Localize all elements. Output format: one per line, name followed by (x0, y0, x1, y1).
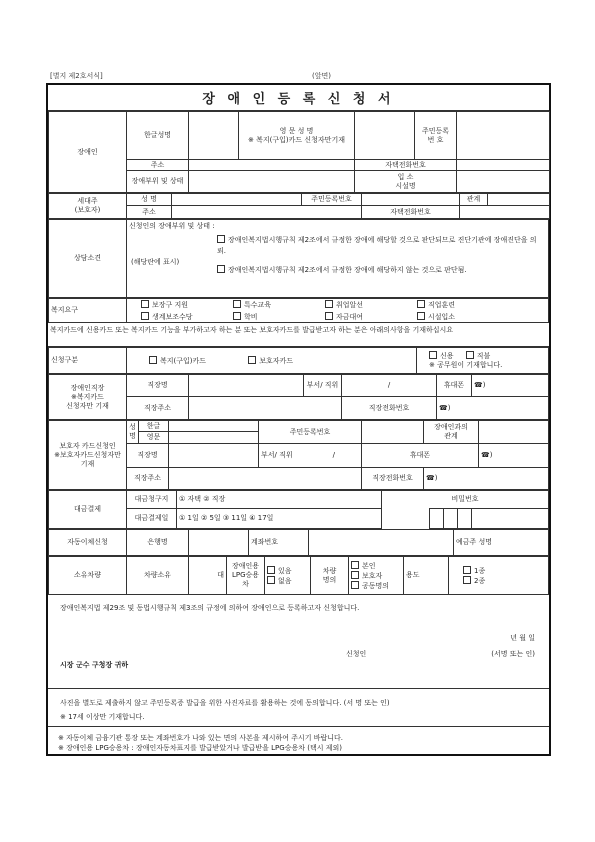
guardian-relation-label: 관계 (460, 194, 488, 206)
gc-name-label: 성 명 (127, 421, 139, 444)
lpg-yes-option[interactable]: 있음 (267, 566, 308, 576)
checkbox-icon[interactable] (217, 265, 225, 273)
consult-option-1[interactable]: 장애인복지법시행규칙 제2조에서 규정한 장애에 해당할 것으로 판단되므로 진단기관에 장애진단을 의뢰. (217, 236, 537, 255)
welfare-option[interactable]: 취업알선 (325, 300, 417, 310)
pay-date-options[interactable]: ① 1일 ② 5일 ③ 11일 ④ 17일 (177, 509, 382, 529)
welfare-option[interactable]: 보장구 지원 (141, 300, 233, 310)
mobile-label: 휴대폰 (437, 375, 472, 397)
guardian-rrn-label: 주민등록번호 (302, 194, 362, 206)
gc-korean-label: 한글 (139, 421, 169, 432)
bank-label: 은행명 (127, 530, 189, 556)
dept-title-label: 부서/ 직위 (304, 375, 342, 397)
gc-dept-title-label: 부서/ 직위 / (259, 444, 362, 468)
pin-label: 비밀번호 (382, 491, 549, 509)
english-name-label: 영 문 성 명 ※ 복지(구입)카드 신청자만기재 (239, 112, 355, 160)
photo-consent-text[interactable]: 사진을 별도로 제출하지 않고 주민등록증 발급을 위한 사진자료를 활용하는 것에 동의합니다. (서 명 또는 인) (60, 699, 390, 707)
guardian-name-field[interactable] (172, 194, 302, 206)
gc-workplace-name-label: 직장명 (127, 444, 169, 468)
welfare-card-option[interactable]: 복지(구입)카드 (149, 357, 206, 365)
account-field[interactable] (309, 530, 454, 556)
use-1-option[interactable]: 1종 (463, 566, 546, 576)
disability-field[interactable] (189, 171, 355, 193)
sign-field[interactable]: (서명 또는 인) (491, 650, 535, 658)
rrn-field[interactable] (457, 112, 550, 160)
applicant-sign-label: 신청인 (346, 650, 367, 658)
workplace-name-label: 직장명 (127, 375, 189, 397)
dept-title-field[interactable]: / (342, 375, 437, 397)
account-label: 계좌번호 (249, 530, 309, 556)
pin-digit[interactable] (472, 509, 549, 529)
pin-digit[interactable] (444, 509, 458, 529)
guardian-address-label: 주소 (127, 206, 172, 219)
checkbox-icon[interactable] (351, 581, 359, 589)
form-title: 장 애 인 등 록 신 청 서 (48, 85, 549, 111)
card-intro: 복지카드에 신용카드 또는 복지카드 기능을 부가하고자 하는 분 또는 보호자카드를 발급받고자 하는 분은 아래의사항을 기재하십시요 (48, 323, 549, 347)
rrn-label: 주민등록 번 호 (415, 112, 457, 160)
applicant-section-label: 장애인 (49, 112, 127, 193)
form-number: [별지 제2호서식] (50, 72, 103, 80)
checkbox-icon[interactable] (463, 566, 471, 574)
apply-type-table (48, 347, 549, 374)
checkbox-icon[interactable] (141, 312, 149, 320)
workplace-phone-field[interactable]: ☎) (437, 397, 549, 420)
declaration-date[interactable]: 년 월 일 (510, 634, 535, 642)
guardian-home-phone-field[interactable] (460, 206, 550, 219)
welfare-option[interactable]: 시설입소 (417, 312, 509, 322)
declaration-text: 장애인복지법 제29조 및 동법시행규칙 제3조의 규정에 의하여 장애인으로 등록하고자 신청합니다. (60, 604, 360, 612)
declaration-block (48, 595, 549, 689)
vehicle-owner-label: 차량소유 (127, 557, 189, 595)
pin-digit[interactable] (458, 509, 472, 529)
use-options (449, 557, 549, 595)
bank-field[interactable] (189, 530, 249, 556)
korean-name-label: 한글성명 (127, 112, 189, 160)
gc-korean-field[interactable] (169, 421, 259, 432)
guardian-card-option[interactable]: 보호자카드 (248, 357, 293, 365)
guardian-card-section-label: 보호자 카드신청인 ※보호자카드신청자만 기재 (49, 421, 127, 490)
checkbox-icon[interactable] (233, 312, 241, 320)
english-name-field[interactable] (355, 112, 415, 160)
apply-type-label: 신청구분 (49, 348, 127, 374)
guardian-home-phone-label: 자택전화번호 (362, 206, 460, 219)
checkbox-icon[interactable] (429, 351, 437, 359)
gc-mobile-field[interactable]: ☎) (479, 444, 549, 468)
workplace-table (48, 374, 549, 420)
use-label: 용도 (404, 557, 449, 595)
checkbox-icon[interactable] (149, 356, 157, 364)
holder-guardian-option[interactable]: 보호자 (351, 571, 401, 581)
debit-option[interactable]: 직불 (466, 352, 491, 360)
gc-rrn-field[interactable] (362, 421, 424, 444)
guardian-card-table (48, 420, 549, 490)
holder-joint-option[interactable]: 공동명의 (351, 581, 401, 591)
autopay-section-label: 자동이체신청 (49, 530, 127, 556)
lpg-options (265, 557, 311, 595)
footnotes (48, 727, 549, 753)
payment-section-label: 대금결제 (49, 491, 127, 529)
consult-note: (해당란에 표시) (131, 258, 180, 266)
use-2-option[interactable]: 2종 (463, 576, 546, 586)
pin-digit[interactable] (430, 509, 444, 529)
footnote-2: ※ 장애인용 LPG승용차 : 장애인자동차표지를 발급받았거나 발급받을 LPG승용차 (택시 제외) (58, 744, 342, 752)
vehicle-table (48, 556, 549, 595)
photo-consent-note: ※ 17세 이상만 기재합니다. (60, 713, 145, 721)
welfare-section-label: 복지요구 (49, 299, 127, 323)
guardian-section-label: 세대주 (보호자) (49, 194, 127, 219)
workplace-addr-field[interactable] (189, 397, 342, 420)
lpg-label: 장애인용 LPG승용차 (227, 557, 265, 595)
autopay-table (48, 529, 549, 556)
gc-mobile-label: 휴대폰 (362, 444, 479, 468)
guardian-relation-field[interactable] (488, 194, 550, 206)
welfare-options (127, 299, 549, 323)
welfare-option[interactable]: 직업훈련 (417, 300, 509, 310)
guardian-address-field[interactable] (172, 206, 362, 219)
guardian-rrn-field[interactable] (362, 194, 460, 206)
checkbox-icon[interactable] (248, 356, 256, 364)
consult-body (127, 220, 549, 298)
pay-date-label: 대금결제일 (127, 509, 177, 529)
gc-workplace-phone-label: 직장전화번호 (362, 468, 424, 490)
checkbox-icon[interactable] (351, 561, 359, 569)
consult-state-line: 신청인의 장애부위 및 상태 : (129, 222, 215, 230)
card-kind-cell (417, 348, 549, 374)
address-field[interactable] (189, 160, 355, 171)
bill-place-options[interactable]: ① 자택 ② 직장 (177, 491, 382, 509)
disability-label: 장애부위 및 상태 (127, 171, 189, 193)
gc-relation-field[interactable] (479, 421, 549, 444)
guardian-table (48, 193, 550, 219)
payment-table (48, 490, 549, 529)
checkbox-icon[interactable] (325, 312, 333, 320)
credit-option[interactable]: 신용 (429, 352, 454, 360)
consult-section-label: 상담소견 (49, 220, 127, 298)
consult-option-2[interactable]: 장애인복지법시행규칙 제2조에서 규정한 장애에 해당하지 않는 것으로 판단됨. (217, 265, 542, 276)
guardian-name-label: 성 명 (127, 194, 172, 206)
welfare-option[interactable]: 특수교육 (233, 300, 325, 310)
workplace-addr-label: 직장주소 (127, 397, 189, 420)
gc-workplace-name-field[interactable] (169, 444, 259, 468)
korean-name-field[interactable] (189, 112, 239, 160)
gc-relation-label: 장애인과의 관계 (424, 421, 479, 444)
checkbox-icon[interactable] (325, 300, 333, 308)
checkbox-icon[interactable] (417, 312, 425, 320)
gc-english-label: 영문 (139, 432, 169, 444)
bill-place-label: 대금청구지 (127, 491, 177, 509)
workplace-phone-label: 직장전화번호 (342, 397, 437, 420)
apply-type-options (127, 348, 417, 374)
checkbox-icon[interactable] (217, 235, 225, 243)
depositor-label: 예금주 성명 (454, 530, 549, 556)
vehicle-section-label: 소유차량 (49, 557, 127, 595)
gc-workplace-phone-field[interactable]: ☎) (424, 468, 549, 490)
home-phone-field[interactable] (457, 160, 550, 171)
checkbox-icon[interactable] (351, 571, 359, 579)
mobile-field[interactable]: ☎) (472, 375, 549, 397)
welfare-option[interactable]: 학비 (233, 312, 325, 322)
facility-field[interactable] (457, 171, 550, 193)
checkbox-icon[interactable] (267, 566, 275, 574)
holder-label: 차량 명의 (311, 557, 349, 595)
page-side: (앞면) (312, 72, 331, 80)
applicant-table (48, 111, 550, 193)
checkbox-icon[interactable] (466, 351, 474, 359)
gc-english-field[interactable] (169, 432, 259, 444)
workplace-name-field[interactable] (189, 375, 304, 397)
checkbox-icon[interactable] (417, 300, 425, 308)
registration-form (46, 83, 551, 756)
holder-self-option[interactable]: 본인 (351, 561, 401, 571)
footnote-1: ※ 자동이체 금융기관 통장 또는 계좌번호가 나와 있는 면의 사본을 제시하여 주시기 바랍니다. (58, 734, 343, 742)
checkbox-icon[interactable] (267, 576, 275, 584)
lpg-no-option[interactable]: 없음 (267, 576, 308, 586)
address-label: 주소 (127, 160, 189, 171)
welfare-option[interactable]: 자금대여 (325, 312, 417, 322)
gc-rrn-label: 주민등록번호 (259, 421, 362, 444)
welfare-table (48, 298, 549, 323)
gc-workplace-addr-field[interactable] (169, 468, 362, 490)
gov-note: ※ 공무원이 기재합니다. (429, 361, 503, 369)
checkbox-icon[interactable] (141, 300, 149, 308)
checkbox-icon[interactable] (463, 576, 471, 584)
home-phone-label: 자택전화번호 (355, 160, 457, 171)
facility-label: 입 소 시설명 (355, 171, 457, 193)
recipient: 시장 군수 구청장 귀하 (60, 661, 129, 669)
welfare-option[interactable]: 생계보조수당 (141, 312, 233, 322)
holder-options (349, 557, 404, 595)
gc-workplace-addr-label: 직장주소 (127, 468, 169, 490)
workplace-section-label: 장애인직장 ※복지카드 신청자만 기재 (49, 375, 127, 420)
photo-consent-block (48, 689, 549, 727)
vehicle-count-field[interactable]: 대 (189, 557, 227, 595)
checkbox-icon[interactable] (233, 300, 241, 308)
consult-table (48, 219, 549, 298)
